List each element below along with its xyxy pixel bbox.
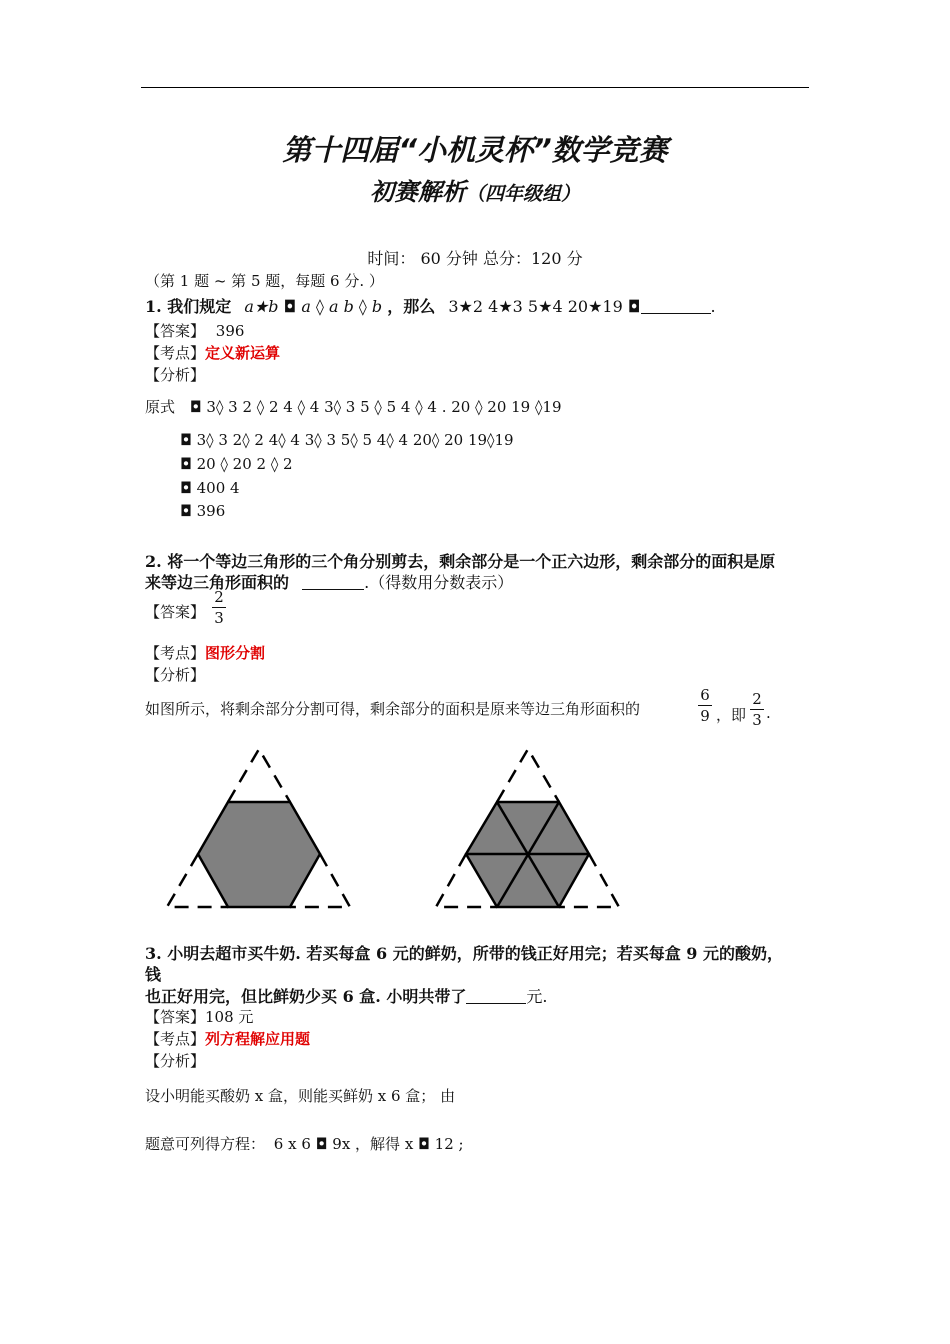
q1-step-3: ◘ 400 4 xyxy=(180,479,240,497)
q1-answer-blank xyxy=(641,313,711,314)
q3-line3-a: 也正好用完，但比鲜奶少买 6 盒. 小明共带了 xyxy=(145,987,467,1006)
q1-step-4: ◘ 396 xyxy=(180,502,226,520)
page-title: 第十四届“小机灵杯”数学竞赛 xyxy=(282,133,668,167)
frac1-numerator: 6 xyxy=(700,686,710,704)
q1-topic: 定义新运算 xyxy=(205,344,281,362)
q1-end: . xyxy=(710,297,716,316)
q3-answer-row xyxy=(145,1006,253,1027)
q1-step-2: ◘ 20 ◊ 20 2 ◊ 2 xyxy=(180,455,293,473)
q3-equation: 6 x 6 ◘ 9x ，解得 x ◘ 12 ; xyxy=(273,1135,464,1153)
q2-fraction-6-9 xyxy=(698,686,712,725)
q1-step-1: ◘ 3◊ 3 2◊ 2 4◊ 4 3◊ 3 5◊ 5 4◊ 4 20◊ 20 19◊19 xyxy=(180,431,514,449)
q3-analysis-2 xyxy=(145,1133,464,1154)
q2-analysis-text: 如图所示，将剩余部分分割可得，剩余部分的面积是原来等边三角形面积的 xyxy=(145,700,641,718)
q2-answer-label: 【答案】 xyxy=(145,603,206,621)
q1-answer: 396 xyxy=(215,322,245,340)
figure-hexagon-divided xyxy=(430,745,630,915)
q3-answer: 108 元 xyxy=(205,1008,254,1026)
frac2-numerator: 2 xyxy=(752,690,762,708)
frac2-denominator: 3 xyxy=(752,711,762,729)
q3-topic-row xyxy=(145,1028,310,1049)
q2-analysis-label: 【分析】 xyxy=(145,666,206,684)
q1-topic-row xyxy=(145,342,280,363)
q1-step0-expr: ◘ 3◊ 3 2 ◊ 2 4 ◊ 4 3◊ 3 5 ◊ 5 4 ◊ 4 . 20 ◊ 20 19 ◊19 xyxy=(189,398,562,416)
top-rule xyxy=(141,87,809,88)
q3-analysis-label: 【分析】 xyxy=(145,1052,206,1070)
section-note: （第 1 题 ~ 第 5 题，每题 6 分. ） xyxy=(145,272,384,290)
figure-hexagon-plain xyxy=(160,745,360,915)
q1-definition: a★b ◘ a ◊ a b ◊ b xyxy=(244,297,383,316)
q2-answer-numerator: 2 xyxy=(214,588,224,606)
q1-step-0 xyxy=(145,396,562,417)
q3-line-1: 3. 小明去超市买牛奶. 若买每盒 6 元的鲜奶，所带的钱正好用完；若买每盒 9 元的酸奶， xyxy=(145,944,783,963)
q2-sep: ，即 xyxy=(716,706,747,724)
topic-label: 【考点】 xyxy=(145,344,206,362)
q1-analysis-label: 【分析】 xyxy=(145,366,206,384)
topic-label: 【考点】 xyxy=(145,1030,206,1048)
q2-answer-denominator: 3 xyxy=(214,609,224,627)
q3-line3-b: 元. xyxy=(526,987,548,1006)
q1-answer-row xyxy=(145,320,244,341)
q3-analysis-1: 设小明能买酸奶 x 盒，则能买鲜奶 x 6 盒； 由 xyxy=(145,1087,456,1105)
frac1-denominator: 9 xyxy=(700,707,710,725)
q2-line-2 xyxy=(145,570,513,593)
subtitle-grade: （四年级组） xyxy=(465,183,580,205)
q1-prefix: 1. 我们规定 xyxy=(145,297,232,316)
q1-statement xyxy=(145,294,716,317)
q1-step0-label: 原式 xyxy=(145,398,176,416)
q1-middle: ，那么 xyxy=(387,297,436,316)
q1-expression: 3★2 4★3 5★4 20★19 ◘ xyxy=(448,297,641,316)
topic-label: 【考点】 xyxy=(145,644,206,662)
answer-label: 【答案】 xyxy=(145,1008,206,1026)
cut-corner-top xyxy=(497,749,559,802)
q3-topic: 列方程解应用题 xyxy=(205,1030,311,1048)
subtitle-main: 初赛解析 xyxy=(369,178,466,206)
q2-topic-row xyxy=(145,642,265,663)
q3-line-2: 钱 xyxy=(145,965,162,984)
q2-topic: 图形分割 xyxy=(205,644,266,662)
exam-meta: 时间： 60 分钟 总分：120 分 xyxy=(367,249,583,268)
q2-line-1: 2. 将一个等边三角形的三个角分别剪去，剩余部分是一个正六边形，剩余部分的面积是原 xyxy=(145,552,776,571)
q3-analysis2-a: 题意可列得方程： xyxy=(145,1135,266,1153)
q3-answer-blank xyxy=(466,1003,526,1004)
q2-line2-b: .（得数用分数表示） xyxy=(364,573,514,592)
hexagon-shape xyxy=(198,802,320,907)
q2-line2-a: 来等边三角形面积的 xyxy=(145,573,290,592)
cut-corner-top xyxy=(228,749,290,802)
q2-answer-blank xyxy=(302,589,364,590)
q2-fraction-2-3 xyxy=(750,690,764,729)
q2-end: . xyxy=(766,704,771,722)
q2-answer-fraction xyxy=(212,588,226,627)
q3-line-3 xyxy=(145,984,548,1007)
page-subtitle xyxy=(0,172,950,207)
answer-label: 【答案】 xyxy=(145,322,206,340)
